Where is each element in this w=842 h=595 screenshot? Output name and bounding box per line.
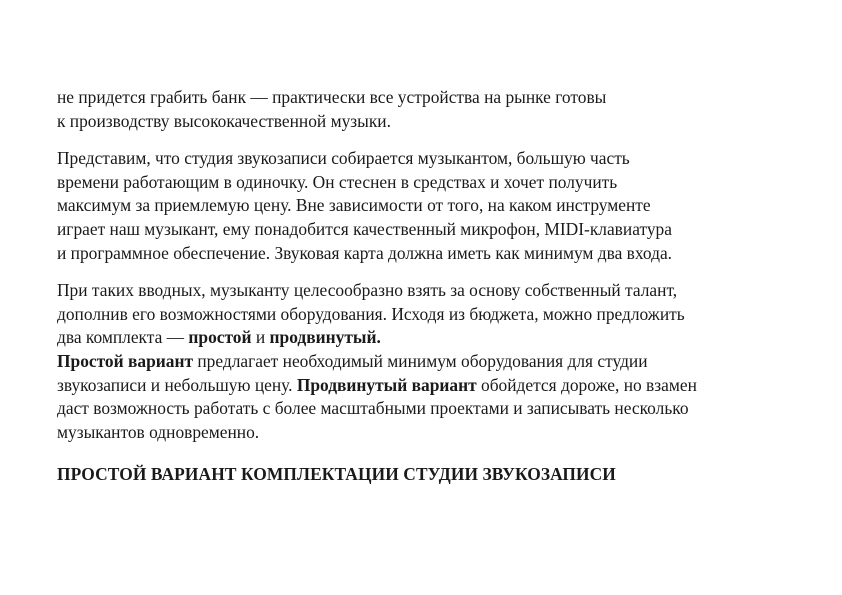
text-line: не придется грабить банк — практически все устройства на рынке готовы [57,87,607,107]
text-line: максимум за приемлемую цену. Вне зависимости от того, на каком инструменте [57,195,651,216]
bold-term-advanced-variant: Продвинутый вариант [296,374,477,395]
text-line: Представим, что студия звукозаписи собирается музыкантом, большую часть [57,148,630,169]
text-run: обойдется дороже, но взамен [476,374,697,395]
section-heading: ПРОСТОЙ ВАРИАНТ КОМПЛЕКТАЦИИ СТУДИИ ЗВУКОЗАПИСИ [57,464,616,485]
text-run: звукозаписи и небольшую цену. [57,374,297,395]
text-line: даст возможность работать с более масштабными проектами и записывать несколько [57,398,689,419]
text-line: При таких вводных, музыканту целесообразно взять за основу собственный талант, [57,280,678,301]
text-line: музыкантов одновременно. [57,421,260,442]
text-line [57,350,797,374]
text-line: к производству высококачественной музыки. [57,110,391,131]
text-line: времени работающим в одиночку. Он стеснен в средствах и хочет получить [57,171,618,192]
paragraph-studio-scenario [57,147,797,265]
text-run: предлагает необходимый минимум оборудования для студии [193,350,648,371]
paragraph-kit-options [57,279,797,444]
text-line [57,374,797,398]
bold-term-advanced: продвинутый. [269,327,381,348]
text-run: два комплекта — [57,327,189,348]
text-line: дополнив его возможностями оборудования. Исходя из бюджета, можно предложить [57,303,685,324]
text-run: и [251,327,270,348]
paragraph-intro [57,86,797,133]
document-body [57,86,797,487]
bold-term-simple-variant: Простой вариант [57,350,194,371]
text-line: и программное обеспечение. Звуковая карта должна иметь как минимум два входа. [57,242,673,263]
text-line: играет наш музыкант, ему понадобится качественный микрофон, MIDI-клавиатура [57,218,672,239]
bold-term-simple: простой [188,327,252,348]
text-line [57,326,797,350]
